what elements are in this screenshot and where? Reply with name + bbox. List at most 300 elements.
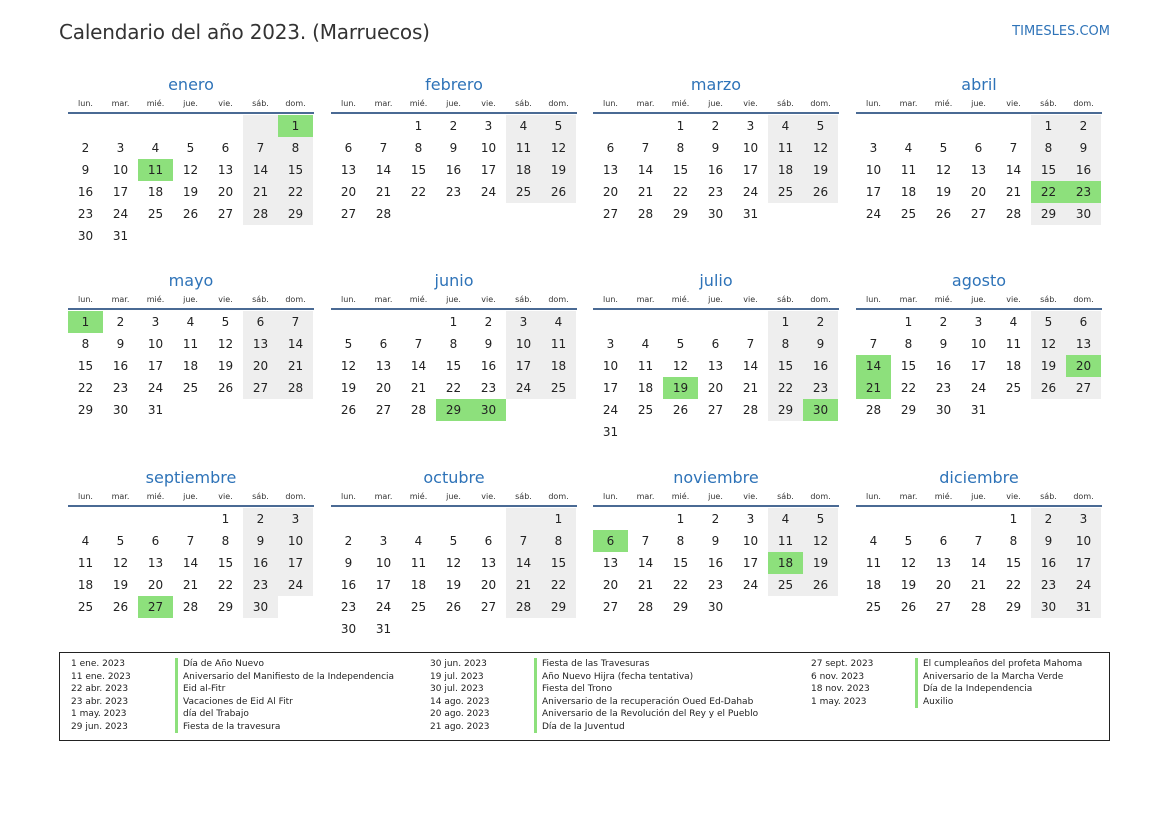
- day-cell: 19: [803, 159, 838, 181]
- empty-day-cell: [103, 508, 138, 530]
- weekday-label: lun.: [78, 295, 93, 304]
- empty-day-cell: [856, 311, 891, 333]
- week-row: [331, 508, 577, 530]
- week-row: [856, 355, 1102, 377]
- day-cell: 12: [445, 556, 462, 570]
- day-cell: 22: [1031, 181, 1066, 203]
- day-cell: 9: [939, 337, 948, 351]
- day-cell: 9: [711, 534, 720, 548]
- day-cell: 13: [340, 163, 357, 177]
- empty-day-cell: [628, 508, 663, 530]
- weekday-label: jue.: [183, 492, 198, 501]
- day-cell: 8: [904, 337, 913, 351]
- weekday-label: lun.: [341, 99, 356, 108]
- day-cell: 2: [243, 508, 278, 530]
- day-cell: 21: [243, 181, 278, 203]
- day-cell: 30: [340, 622, 357, 636]
- month-septiembre: [68, 467, 314, 618]
- weekday-label: mar.: [899, 295, 918, 304]
- weekday-label: jue.: [708, 99, 723, 108]
- empty-day-cell: [173, 508, 208, 530]
- day-cell: 9: [1066, 137, 1101, 159]
- day-cell: 28: [1005, 207, 1022, 221]
- day-cell: 26: [803, 181, 838, 203]
- weekday-label: jue.: [183, 295, 198, 304]
- day-cell: 23: [707, 578, 724, 592]
- empty-day-cell: [891, 508, 926, 530]
- day-cell: 20: [217, 185, 234, 199]
- day-cell: 28: [637, 600, 654, 614]
- holidays-column: [430, 658, 758, 733]
- holiday-name: Aniversario de la recuperación Oued Ed-Dahab: [534, 696, 753, 709]
- day-cell: 6: [606, 141, 615, 155]
- holiday-name: Fiesta de las Travesuras: [534, 658, 649, 671]
- holidays-column: [71, 658, 394, 733]
- week-row: [68, 225, 314, 247]
- month-divider: [68, 112, 314, 114]
- day-cell: 21: [970, 578, 987, 592]
- empty-day-cell: [103, 115, 138, 137]
- empty-day-cell: [366, 311, 401, 333]
- day-cell: 19: [1031, 355, 1066, 377]
- weekday-label: jue.: [708, 295, 723, 304]
- day-cell: 31: [147, 403, 164, 417]
- day-cell: 11: [138, 159, 173, 181]
- day-cell: 24: [375, 600, 392, 614]
- empty-day-cell: [961, 115, 996, 137]
- weekday-label: vie.: [218, 492, 233, 501]
- day-cell: 9: [484, 337, 493, 351]
- day-cell: 26: [445, 600, 462, 614]
- weekday-label: lun.: [603, 492, 618, 501]
- week-row: [856, 377, 1102, 399]
- day-cell: 16: [243, 552, 278, 574]
- day-cell: 2: [449, 119, 458, 133]
- day-cell: 10: [147, 337, 164, 351]
- empty-day-cell: [243, 225, 278, 247]
- empty-day-cell: [401, 311, 436, 333]
- empty-day-cell: [733, 596, 768, 618]
- holiday-name: Día de Año Nuevo: [175, 658, 264, 671]
- day-cell: 10: [742, 534, 759, 548]
- day-cell: 2: [484, 315, 493, 329]
- weekday-label: dom.: [810, 99, 831, 108]
- week-row: [68, 203, 314, 225]
- day-cell: 6: [939, 534, 948, 548]
- weekday-label: vie.: [1006, 492, 1021, 501]
- day-cell: 3: [1066, 508, 1101, 530]
- day-cell: 31: [970, 403, 987, 417]
- weekday-label: jue.: [971, 492, 986, 501]
- day-cell: 15: [1005, 556, 1022, 570]
- holiday-date: 11 ene. 2023: [71, 671, 131, 682]
- holiday-entry: [430, 658, 758, 671]
- empty-day-cell: [768, 596, 803, 618]
- week-row: [331, 181, 577, 203]
- week-row: [331, 311, 577, 333]
- day-cell: 20: [707, 381, 724, 395]
- week-row: [593, 333, 839, 355]
- day-cell: 15: [217, 556, 234, 570]
- holiday-date: 14 ago. 2023: [430, 696, 490, 707]
- day-cell: 7: [641, 534, 650, 548]
- weekday-label: jue.: [183, 99, 198, 108]
- month-name: septiembre: [145, 468, 237, 487]
- day-cell: 27: [217, 207, 234, 221]
- day-cell: 9: [81, 163, 90, 177]
- month-abril: [856, 74, 1102, 225]
- month-junio: [331, 270, 577, 421]
- month-divider: [331, 505, 577, 507]
- day-cell: 25: [182, 381, 199, 395]
- weekday-label: sáb.: [515, 492, 532, 501]
- month-name: junio: [434, 271, 474, 290]
- day-cell: 24: [602, 403, 619, 417]
- weekday-header: [331, 292, 577, 308]
- week-row: [68, 355, 314, 377]
- month-name: febrero: [425, 75, 483, 94]
- day-cell: 6: [593, 530, 628, 552]
- weekday-label: sáb.: [1040, 99, 1057, 108]
- holiday-name: Fiesta del Trono: [534, 683, 612, 696]
- weekday-label: vie.: [1006, 295, 1021, 304]
- day-cell: 26: [182, 207, 199, 221]
- empty-day-cell: [208, 399, 243, 421]
- day-cell: 23: [77, 207, 94, 221]
- month-agosto: [856, 270, 1102, 421]
- day-cell: 20: [480, 578, 497, 592]
- day-cell: 23: [707, 185, 724, 199]
- day-cell: 25: [768, 181, 803, 203]
- day-cell: 25: [77, 600, 94, 614]
- weekday-label: lun.: [866, 295, 881, 304]
- month-divider: [856, 308, 1102, 310]
- week-row: [593, 574, 839, 596]
- holiday-date: 30 jul. 2023: [430, 684, 484, 694]
- day-cell: 19: [900, 578, 917, 592]
- empty-day-cell: [68, 508, 103, 530]
- day-cell: 12: [1031, 333, 1066, 355]
- day-cell: 30: [1031, 596, 1066, 618]
- month-name: abril: [961, 75, 997, 94]
- weekday-label: lun.: [78, 99, 93, 108]
- day-cell: 26: [112, 600, 129, 614]
- day-cell: 20: [340, 185, 357, 199]
- week-row: [68, 530, 314, 552]
- weekday-label: vie.: [1006, 99, 1021, 108]
- day-cell: 23: [1066, 181, 1101, 203]
- day-cell: 12: [935, 163, 952, 177]
- month-divider: [331, 112, 577, 114]
- day-cell: 27: [480, 600, 497, 614]
- empty-day-cell: [698, 311, 733, 333]
- weekday-label: mié.: [409, 492, 428, 501]
- day-cell: 23: [935, 381, 952, 395]
- day-cell: 4: [768, 115, 803, 137]
- week-row: [68, 508, 314, 530]
- day-cell: 4: [541, 311, 576, 333]
- weekday-label: vie.: [481, 295, 496, 304]
- month-noviembre: [593, 467, 839, 618]
- day-cell: 15: [410, 163, 427, 177]
- empty-day-cell: [996, 115, 1031, 137]
- day-cell: 21: [742, 381, 759, 395]
- day-cell: 23: [243, 574, 278, 596]
- day-cell: 2: [116, 315, 125, 329]
- day-cell: 30: [77, 229, 94, 243]
- day-cell: 21: [278, 355, 313, 377]
- weekday-label: mar.: [636, 492, 655, 501]
- day-cell: 31: [112, 229, 129, 243]
- empty-day-cell: [366, 508, 401, 530]
- empty-day-cell: [541, 399, 576, 421]
- empty-day-cell: [698, 421, 733, 443]
- day-cell: 7: [506, 530, 541, 552]
- holiday-entry: [71, 696, 394, 709]
- week-row: [856, 530, 1102, 552]
- weekday-label: mié.: [671, 295, 690, 304]
- day-cell: 16: [112, 359, 129, 373]
- day-cell: 8: [449, 337, 458, 351]
- day-cell: 7: [186, 534, 195, 548]
- site-link[interactable]: TIMESLES.COM: [1012, 24, 1110, 39]
- day-cell: 7: [746, 337, 755, 351]
- day-cell: 18: [900, 185, 917, 199]
- weekday-label: jue.: [708, 492, 723, 501]
- day-cell: 13: [243, 333, 278, 355]
- day-cell: 17: [480, 163, 497, 177]
- day-cell: 30: [707, 207, 724, 221]
- weekday-label: lun.: [866, 492, 881, 501]
- day-cell: 1: [414, 119, 423, 133]
- day-cell: 21: [182, 578, 199, 592]
- day-cell: 9: [711, 141, 720, 155]
- holiday-date: 1 may. 2023: [71, 709, 127, 719]
- day-cell: 12: [182, 163, 199, 177]
- day-cell: 16: [445, 163, 462, 177]
- holiday-date: 6 nov. 2023: [811, 671, 865, 682]
- weekday-label: sáb.: [252, 99, 269, 108]
- day-cell: 29: [672, 207, 689, 221]
- weekday-label: lun.: [78, 492, 93, 501]
- empty-day-cell: [173, 225, 208, 247]
- day-cell: 3: [151, 315, 160, 329]
- day-cell: 25: [900, 207, 917, 221]
- day-cell: 8: [676, 141, 685, 155]
- empty-day-cell: [768, 203, 803, 225]
- weekday-header: [68, 292, 314, 308]
- day-cell: 20: [602, 578, 619, 592]
- day-cell: 12: [803, 137, 838, 159]
- day-cell: 7: [414, 337, 423, 351]
- month-name: octubre: [423, 468, 485, 487]
- day-cell: 18: [410, 578, 427, 592]
- day-cell: 10: [602, 359, 619, 373]
- day-cell: 10: [506, 333, 541, 355]
- day-cell: 5: [904, 534, 913, 548]
- day-cell: 25: [865, 600, 882, 614]
- day-cell: 22: [278, 181, 313, 203]
- day-cell: 25: [1005, 381, 1022, 395]
- month-name: enero: [168, 75, 214, 94]
- week-row: [593, 115, 839, 137]
- day-cell: 5: [803, 508, 838, 530]
- day-cell: 16: [77, 185, 94, 199]
- weekday-label: mar.: [111, 492, 130, 501]
- day-cell: 30: [935, 403, 952, 417]
- week-row: [593, 596, 839, 618]
- week-row: [68, 115, 314, 137]
- day-cell: 9: [116, 337, 125, 351]
- day-cell: 5: [939, 141, 948, 155]
- day-cell: 28: [243, 203, 278, 225]
- month-name: agosto: [951, 271, 1007, 290]
- empty-day-cell: [401, 203, 436, 225]
- holiday-date: 29 jun. 2023: [71, 721, 128, 732]
- day-cell: 28: [970, 600, 987, 614]
- day-cell: 17: [506, 355, 541, 377]
- week-row: [593, 399, 839, 421]
- empty-day-cell: [138, 508, 173, 530]
- holidays-legend: [59, 652, 1110, 741]
- empty-day-cell: [243, 115, 278, 137]
- day-cell: 22: [410, 185, 427, 199]
- weekday-label: jue.: [446, 99, 461, 108]
- day-cell: 22: [900, 381, 917, 395]
- day-cell: 8: [676, 534, 685, 548]
- weekday-header: [68, 489, 314, 505]
- day-cell: 30: [243, 596, 278, 618]
- week-row: [331, 596, 577, 618]
- day-cell: 29: [541, 596, 576, 618]
- week-row: [68, 552, 314, 574]
- day-cell: 11: [637, 359, 654, 373]
- weekday-header: [856, 292, 1102, 308]
- holiday-date: 1 may. 2023: [811, 696, 867, 707]
- weekday-label: jue.: [446, 295, 461, 304]
- day-cell: 21: [637, 185, 654, 199]
- empty-day-cell: [138, 115, 173, 137]
- day-cell: 9: [344, 556, 353, 570]
- holiday-entry: [430, 683, 758, 696]
- day-cell: 27: [1066, 377, 1101, 399]
- day-cell: 21: [410, 381, 427, 395]
- day-cell: 11: [900, 163, 917, 177]
- day-cell: 17: [602, 381, 619, 395]
- day-cell: 20: [970, 185, 987, 199]
- week-row: [856, 311, 1102, 333]
- weekday-label: mié.: [146, 295, 165, 304]
- day-cell: 24: [742, 578, 759, 592]
- week-row: [593, 203, 839, 225]
- day-cell: 15: [278, 159, 313, 181]
- day-cell: 13: [970, 163, 987, 177]
- month-name: noviembre: [673, 468, 759, 487]
- empty-day-cell: [471, 618, 506, 640]
- day-cell: 3: [506, 311, 541, 333]
- week-row: [593, 421, 839, 443]
- empty-day-cell: [628, 311, 663, 333]
- day-cell: 11: [77, 556, 94, 570]
- week-row: [331, 377, 577, 399]
- day-cell: 25: [768, 574, 803, 596]
- day-cell: 14: [182, 556, 199, 570]
- empty-day-cell: [506, 618, 541, 640]
- day-cell: 8: [278, 137, 313, 159]
- day-cell: 15: [900, 359, 917, 373]
- weekday-label: mar.: [899, 492, 918, 501]
- week-row: [856, 596, 1102, 618]
- day-cell: 4: [768, 508, 803, 530]
- weekday-label: vie.: [743, 492, 758, 501]
- day-cell: 11: [541, 333, 576, 355]
- weekday-label: sáb.: [777, 295, 794, 304]
- day-cell: 4: [414, 534, 423, 548]
- day-cell: 10: [865, 163, 882, 177]
- day-cell: 24: [1066, 574, 1101, 596]
- day-cell: 14: [742, 359, 759, 373]
- weekday-label: vie.: [481, 99, 496, 108]
- day-cell: 20: [935, 578, 952, 592]
- weekday-label: jue.: [446, 492, 461, 501]
- empty-day-cell: [436, 508, 471, 530]
- empty-day-cell: [68, 115, 103, 137]
- empty-day-cell: [768, 421, 803, 443]
- day-cell: 8: [1031, 137, 1066, 159]
- day-cell: 18: [77, 578, 94, 592]
- day-cell: 13: [1066, 333, 1101, 355]
- holiday-name: Eid al-Fitr: [175, 683, 225, 696]
- week-row: [331, 355, 577, 377]
- day-cell: 19: [112, 578, 129, 592]
- empty-day-cell: [173, 399, 208, 421]
- weekday-header: [856, 96, 1102, 112]
- holiday-entry: [430, 708, 758, 721]
- week-row: [856, 399, 1102, 421]
- day-cell: 10: [480, 141, 497, 155]
- week-row: [331, 552, 577, 574]
- day-cell: 19: [340, 381, 357, 395]
- day-cell: 16: [707, 163, 724, 177]
- day-cell: 25: [410, 600, 427, 614]
- weekday-label: dom.: [1073, 99, 1094, 108]
- day-cell: 23: [112, 381, 129, 395]
- month-diciembre: [856, 467, 1102, 618]
- weekday-label: sáb.: [252, 492, 269, 501]
- day-cell: 20: [602, 185, 619, 199]
- day-cell: 7: [641, 141, 650, 155]
- day-cell: 7: [278, 311, 313, 333]
- week-row: [68, 574, 314, 596]
- month-mayo: [68, 270, 314, 421]
- day-cell: 22: [672, 578, 689, 592]
- day-cell: 12: [803, 530, 838, 552]
- weekday-label: dom.: [810, 295, 831, 304]
- day-cell: 3: [484, 119, 493, 133]
- day-cell: 3: [606, 337, 615, 351]
- day-cell: 1: [768, 311, 803, 333]
- empty-day-cell: [471, 203, 506, 225]
- day-cell: 31: [602, 425, 619, 439]
- day-cell: 1: [221, 512, 230, 526]
- day-cell: 12: [672, 359, 689, 373]
- empty-day-cell: [208, 115, 243, 137]
- weekday-label: lun.: [341, 295, 356, 304]
- holiday-entry: [430, 721, 758, 734]
- day-cell: 27: [602, 207, 619, 221]
- day-cell: 26: [1031, 377, 1066, 399]
- month-julio: [593, 270, 839, 443]
